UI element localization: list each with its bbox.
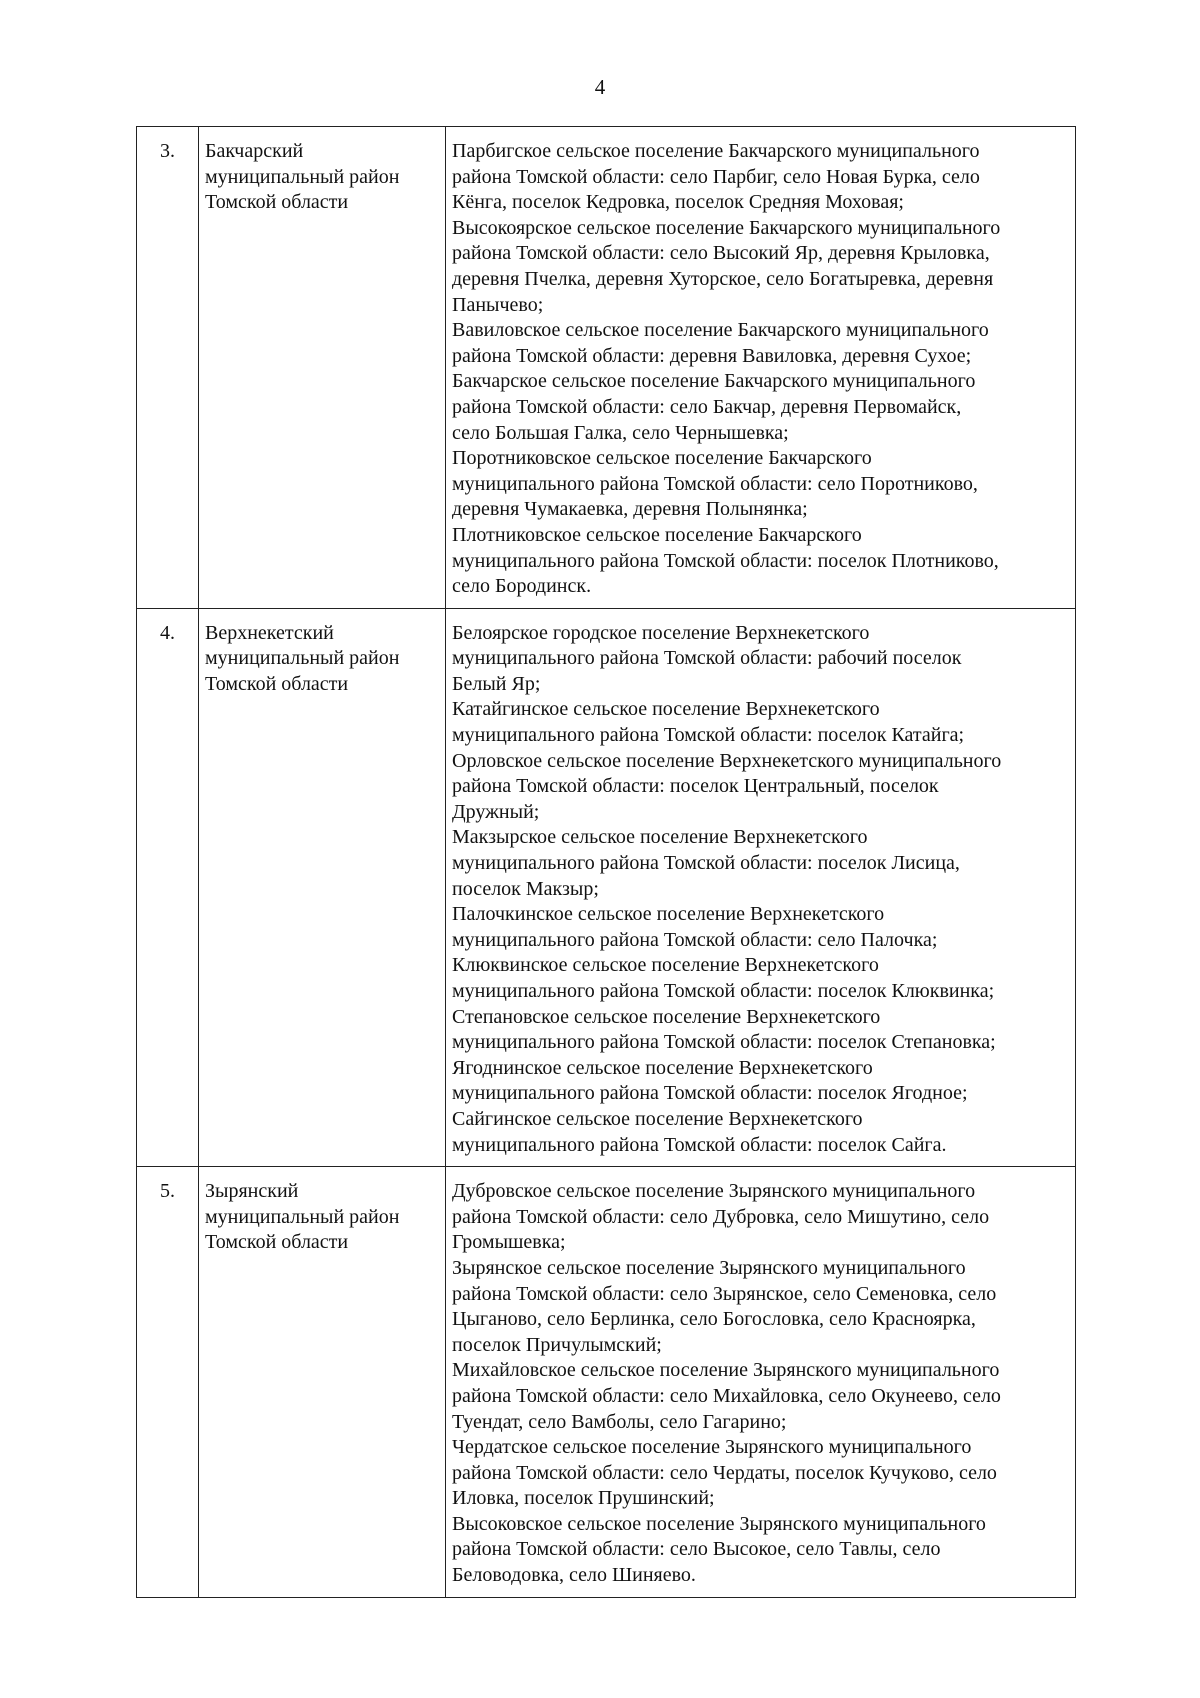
settlement-line: Катайгинское сельское поселение Верхнекетского: [452, 698, 880, 721]
district-line: муниципальный район: [205, 165, 400, 188]
table-row: [137, 127, 1076, 609]
settlement-line: муниципального района Томской области: поселок Степановка;: [452, 1031, 996, 1054]
settlement-line: Беловодовка, село Шиняево.: [452, 1564, 696, 1587]
settlement-line: муниципального района Томской области: поселок Катайга;: [452, 724, 965, 747]
district-line: Верхнекетский: [205, 621, 334, 644]
settlement-line: муниципального района Томской области: поселок Сайга.: [452, 1133, 947, 1156]
settlement-line: Цыганово, село Берлинка, село Богословка, село Красноярка,: [452, 1308, 976, 1331]
row-number: 5.: [137, 1167, 199, 1598]
settlement-line: Белоярское городское поселение Верхнекетского: [452, 621, 870, 644]
settlement-line: Туендат, село Вамболы, село Гагарино;: [452, 1410, 787, 1433]
settlement-line: муниципального района Томской области: рабочий поселок: [452, 647, 962, 670]
settlement-line: Степановское сельское поселение Верхнекетского: [452, 1005, 881, 1028]
settlement-line: района Томской области: село Бакчар, деревня Первомайск,: [452, 395, 962, 418]
settlement-line: района Томской области: село Зырянское, село Семеновка, село: [452, 1282, 997, 1305]
settlements-list: [446, 127, 1076, 609]
settlement-line: муниципального района Томской области: поселок Лисица,: [452, 852, 960, 875]
settlement-line: Иловка, поселок Прушинский;: [452, 1487, 715, 1510]
settlements-list: [446, 1167, 1076, 1598]
settlement-line: района Томской области: деревня Вавиловка, деревня Сухое;: [452, 344, 972, 367]
district-line: муниципальный район: [205, 1205, 400, 1228]
district-line: Бакчарский: [205, 140, 304, 162]
row-number: 3.: [137, 127, 199, 609]
district-line: Томской области: [205, 1231, 349, 1254]
settlement-line: района Томской области: село Парбиг, село Новая Бурка, село: [452, 165, 980, 188]
settlement-line: Высоковское сельское поселение Зырянского муниципального: [452, 1512, 986, 1535]
settlement-line: муниципального района Томской области: поселок Клюквинка;: [452, 980, 995, 1002]
settlement-line: поселок Макзыр;: [452, 877, 599, 900]
settlement-line: муниципального района Томской области: поселок Плотниково,: [452, 549, 999, 572]
settlement-line: муниципального района Томской области: село Поротниково,: [452, 472, 978, 495]
district-line: Томской области: [205, 672, 349, 695]
settlement-line: Белый Яр;: [452, 672, 541, 695]
settlement-line: Высокоярское сельское поселение Бакчарского муниципального: [452, 216, 1001, 239]
settlement-line: Сайгинское сельское поселение Верхнекетского: [452, 1107, 863, 1130]
settlement-line: района Томской области: село Михайловка, село Окунеево, село: [452, 1384, 1001, 1407]
district-line: муниципальный район: [205, 647, 400, 670]
settlement-line: Зырянское сельское поселение Зырянского муниципального: [452, 1256, 966, 1279]
settlement-line: Парбигское сельское поселение Бакчарского муниципального: [452, 140, 980, 162]
settlement-line: Вавиловское сельское поселение Бакчарского муниципального: [452, 319, 989, 342]
settlement-line: поселок Причулымский;: [452, 1333, 662, 1356]
settlement-line: Плотниковское сельское поселение Бакчарского: [452, 523, 862, 546]
district-name: [199, 608, 446, 1166]
settlement-line: Орловское сельское поселение Верхнекетского муниципального: [452, 749, 1002, 772]
settlement-line: Панычево;: [452, 293, 544, 316]
settlement-line: Поротниковское сельское поселение Бакчарского: [452, 447, 872, 470]
table-row: [137, 608, 1076, 1166]
row-number: 4.: [137, 608, 199, 1166]
settlement-line: село Бородинск.: [452, 575, 592, 598]
district-name: [199, 1167, 446, 1598]
settlement-line: Бакчарское сельское поселение Бакчарского муниципального: [452, 370, 976, 393]
settlement-line: района Томской области: село Чердаты, поселок Кучуково, село: [452, 1461, 997, 1484]
district-line: Зырянский: [205, 1180, 299, 1203]
table-row: [137, 1167, 1076, 1598]
settlement-line: Чердатское сельское поселение Зырянского муниципального: [452, 1436, 972, 1459]
settlement-line: муниципального района Томской области: село Палочка;: [452, 928, 938, 951]
settlements-list: [446, 608, 1076, 1166]
settlement-line: района Томской области: село Дубровка, село Мишутино, село: [452, 1205, 990, 1228]
settlement-line: Макзырское сельское поселение Верхнекетского: [452, 826, 868, 849]
settlement-line: Палочкинское сельское поселение Верхнекетского: [452, 903, 885, 926]
settlement-line: село Большая Галка, село Чернышевка;: [452, 421, 789, 444]
settlements-table: [136, 126, 1076, 1598]
settlement-line: Клюквинское сельское поселение Верхнекетского: [452, 954, 879, 977]
settlement-line: деревня Пчелка, деревня Хуторское, село Богатыревка, деревня: [452, 267, 994, 290]
table-body: [137, 127, 1076, 1598]
settlement-line: района Томской области: поселок Центральный, поселок: [452, 775, 939, 798]
settlement-line: Михайловское сельское поселение Зырянского муниципального: [452, 1359, 1000, 1382]
settlement-line: Громышевка;: [452, 1231, 566, 1254]
district-line: Томской области: [205, 191, 349, 214]
settlement-line: Дружный;: [452, 800, 540, 823]
settlement-line: района Томской области: село Высокий Яр, деревня Крыловка,: [452, 242, 990, 265]
settlement-line: деревня Чумакаевка, деревня Полынянка;: [452, 498, 808, 521]
district-name: [199, 127, 446, 609]
settlement-line: муниципального района Томской области: поселок Ягодное;: [452, 1082, 968, 1105]
settlement-line: района Томской области: село Высокое, село Тавлы, село: [452, 1538, 941, 1561]
settlement-line: Ягоднинское сельское поселение Верхнекетского: [452, 1056, 873, 1079]
settlement-line: Кёнга, поселок Кедровка, поселок Средняя Моховая;: [452, 191, 904, 214]
page-number: 4: [594, 75, 606, 99]
settlement-line: Дубровское сельское поселение Зырянского муниципального: [452, 1180, 976, 1203]
